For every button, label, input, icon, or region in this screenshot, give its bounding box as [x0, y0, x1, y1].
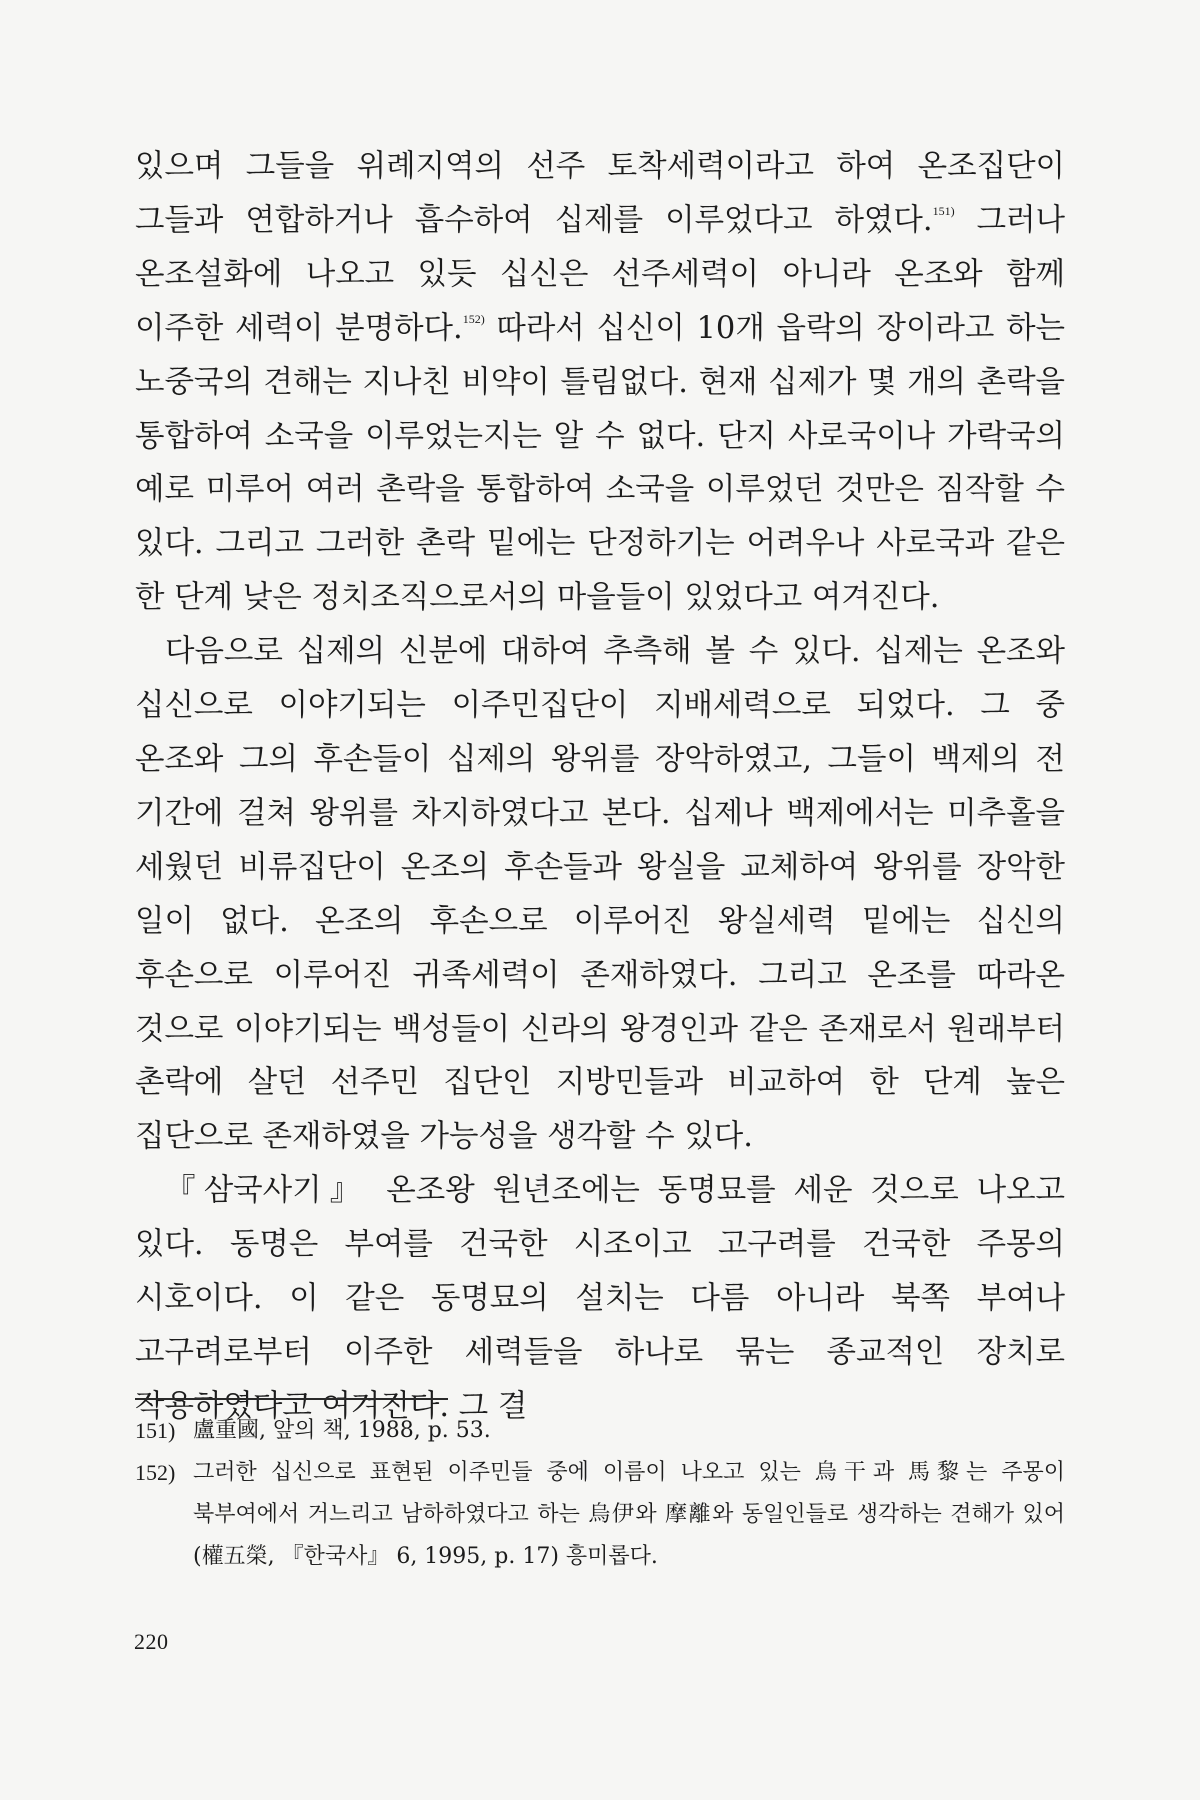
footnote [135, 1452, 1065, 1578]
page-body [135, 140, 1065, 1434]
paragraph-text: 『삼국사기』 온조왕 원년조에는 동명묘를 세운 것으로 나오고 있다. 동명은 부여를 건국한 시조이고 고구려를 건국한 주몽의 시호이다. 이 같은 동명묘의 설치는 다름 아니라 북쪽 부여나 고구려로부터 이주한 세력들을 하나로 묶는 종교적인 장치로 작용하였다고 여겨진다. 그 결 [135, 1173, 1065, 1424]
page-number: 220 [134, 1629, 169, 1654]
footnote-reference[interactable]: 151) [932, 203, 955, 218]
footnote-number: 152) [135, 1460, 176, 1485]
footnote-text: 盧重國, 앞의 책, 1988, p. 53. [193, 1418, 491, 1443]
paragraph-text: 있으며 그들을 위례지역의 선주 토착세력이라고 하여 온조집단이 그들과 연합하거나 흡수하여 십제를 이루었다고 하였다. [135, 149, 1065, 238]
body-paragraph [135, 140, 1065, 625]
footnote-reference[interactable]: 152) [462, 311, 485, 326]
footnotes [135, 1410, 1065, 1578]
paragraph-text: 따라서 십신이 10개 읍락의 장이라고 하는 노중국의 견해는 지나친 비약이 틀림없다. 현재 십제가 몇 개의 촌락을 통합하여 소국을 이루었는지는 알 수 없다. 단지 사로국이나 가락국의 예로 미루어 여러 촌락을 통합하여 소국을 이루었던 것만은 짐작할 수 있다. 그리고 그러한 촌락 밑에는 단정하기는 어려우나 사로국과 같은 한 단계 낮은 정치조직으로서의 마을들이 있었다고 여겨진다. [135, 310, 1065, 616]
body-paragraph [135, 625, 1065, 1164]
body-paragraph [135, 1164, 1065, 1434]
paragraph-text: 그러나 온조설화에 나오고 있듯 십신은 선주세력이 아니라 온조와 함께 이주한 세력이 분명하다. [135, 202, 1065, 346]
footnote [135, 1410, 1065, 1452]
footnote-number: 151) [135, 1418, 176, 1443]
footnote-text: 그러한 십신으로 표현된 이주민들 중에 이름이 나오고 있는 烏干과 馬黎는 주몽이 북부여에서 거느리고 남하하였다고 하는 烏伊와 摩離와 동일인들로 생각하는 견해가 있어(權五榮, 『한국사』 6, 1995, p. 17) 흥미롭다. [193, 1460, 1065, 1569]
body-text [135, 140, 1065, 1434]
footnote-separator [135, 1398, 448, 1400]
paragraph-text: 다음으로 십제의 신분에 대하여 추측해 볼 수 있다. 십제는 온조와 십신으로 이야기되는 이주민집단이 지배세력으로 되었다. 그 중 온조와 그의 후손들이 십제의 왕위를 장악하였고, 그들이 백제의 전 기간에 걸쳐 왕위를 차지하였다고 본다. 십제나 백제에서는 미추홀을 세웠던 비류집단이 온조의 후손들과 왕실을 교체하여 왕위를 장악한 일이 없다. 온조의 후손으로 이루어진 왕실세력 밑에는 십신의 후손으로 이루어진 귀족세력이 존재하였다. 그리고 온조를 따라온 것으로 이야기되는 백성들이 신라의 왕경인과 같은 존재로서 원래부터 촌락에 살던 선주민 집단인 지방민들과 비교하여 한 단계 높은 집단으로 존재하였을 가능성을 생각할 수 있다. [135, 634, 1065, 1155]
